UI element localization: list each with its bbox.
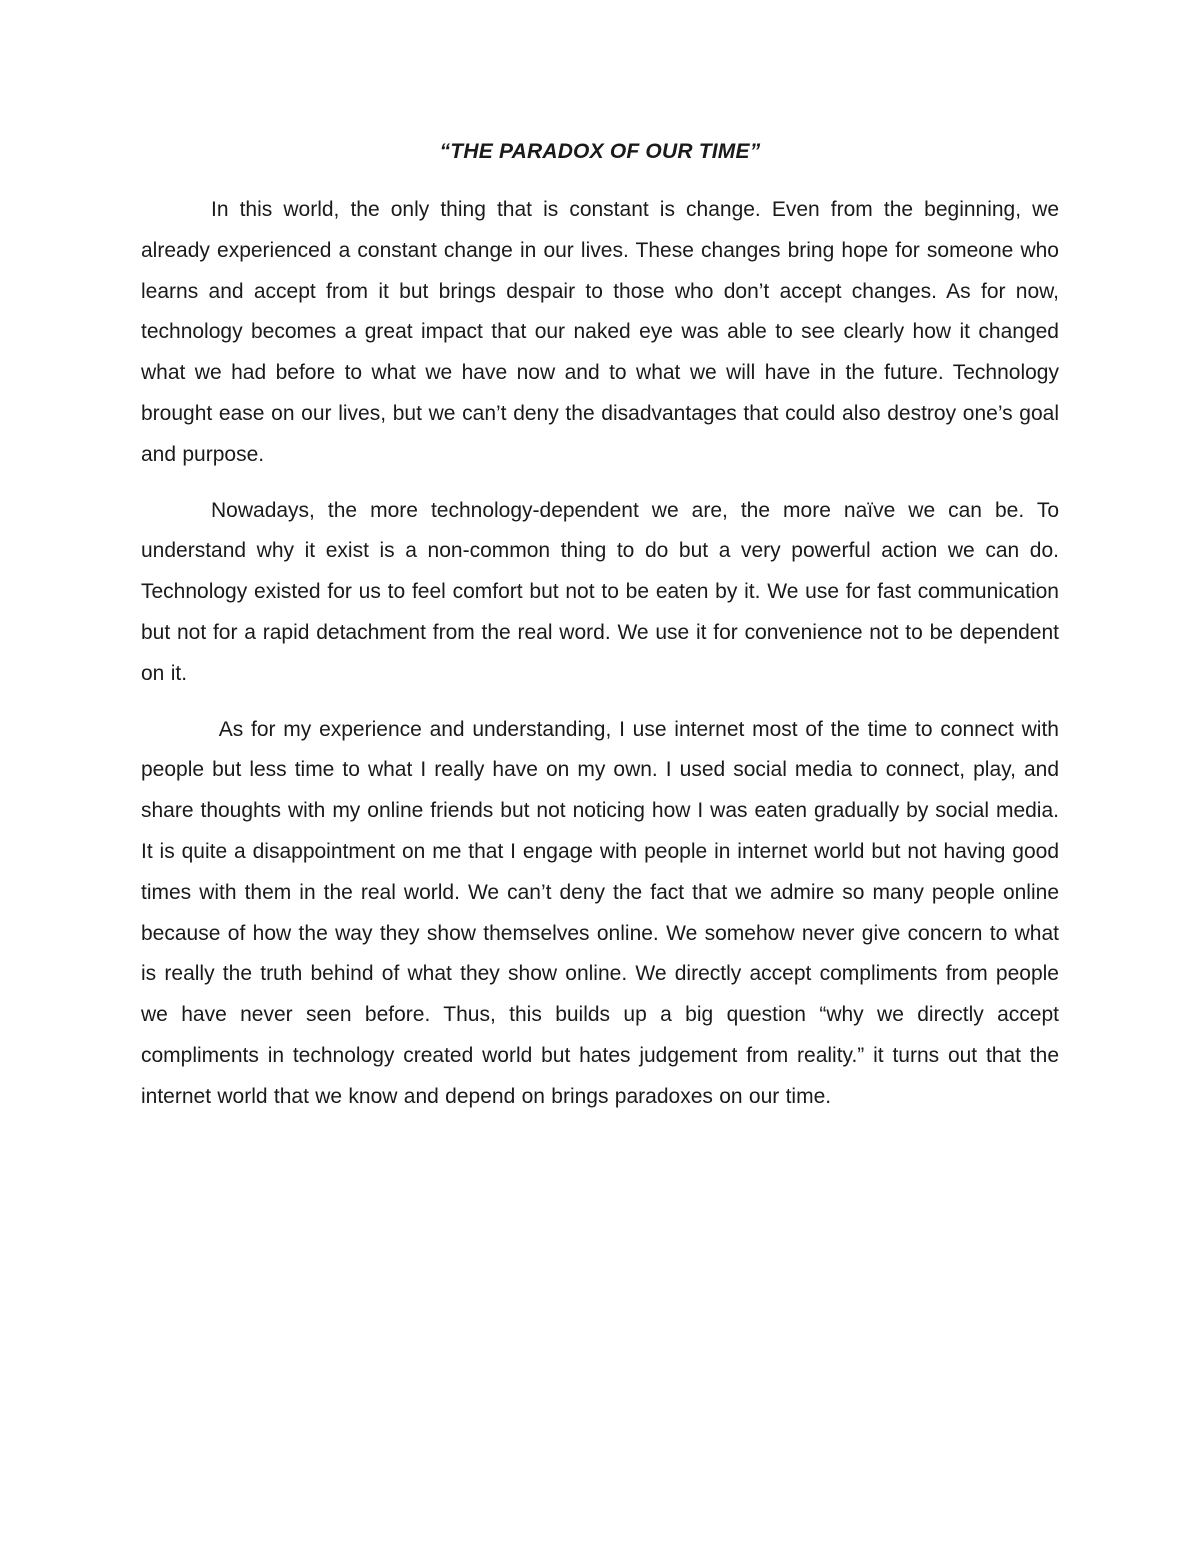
document-body (141, 132, 1066, 1133)
paragraph-2: Nowadays, the more technology-dependent we are, the more naïve we can be. To understand why it exist is a non-common thing to do but a very powerful action we can do. Technology existed for us to feel comfort but not to be eaten by it. We use for fast communication but not for a rapid detachment from the real word. We use it for convenience not to be dependent on it. (141, 498, 1059, 685)
paragraph-3: As for my experience and understanding, I use internet most of the time to connect with people but less time to what I really have on my own. I used social media to connect, play, and share thoughts with my online friends but not noticing how I was eaten gradually by social media. It is quite a disappointment on me that I engage with people in internet world but not having good times with them in the real world. We can’t deny the fact that we admire so many people online because of how the way they show themselves online. We somehow never give concern to what is really the truth behind of what they show online. We directly accept compliments from people we have never seen before. Thus, this builds up a big question “why we directly accept compliments in technology created world but hates judgement from reality.” it turns out that the internet world that we know and depend on brings paradoxes on our time. (141, 717, 1066, 1108)
document-title: “THE PARADOX OF OUR TIME” (439, 140, 761, 163)
paragraph-1: In this world, the only thing that is constant is change. Even from the beginning, we already experienced a constant change in our lives. These changes bring hope for someone who learns and accept from it but brings despair to those who don’t accept changes. As for now, technology becomes a great impact that our naked eye was able to see clearly how it changed what we had before to what we have now and to what we will have in the future. Technology brought ease on our lives, but we can’t deny the disadvantages that could also destroy one’s goal and purpose. (141, 198, 1059, 466)
